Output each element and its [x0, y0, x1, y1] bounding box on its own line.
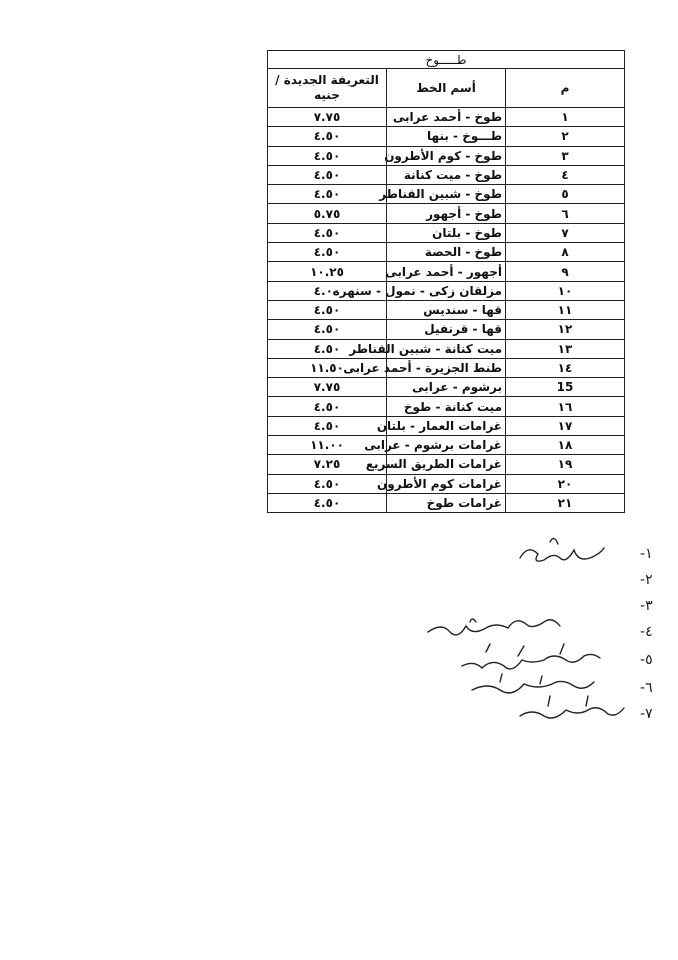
row-price: ١١.٠٠ [268, 436, 387, 455]
row-price: ١١.٥٠ [268, 358, 387, 377]
row-line-name: غرامات كوم الأطرون [387, 474, 506, 493]
table-title: طـــــوخ [268, 51, 625, 69]
table-row [268, 339, 625, 358]
row-price: ٤.٥٠ [268, 300, 387, 319]
row-line-name: ميت كنانة - طوخ [387, 397, 506, 416]
row-num: ١٩ [506, 455, 625, 474]
row-line-name: طنط الجزيرة - أحمد عرابى [387, 358, 506, 377]
table-row [268, 320, 625, 339]
row-price: ٤.٥٠ [268, 243, 387, 262]
table-row [268, 165, 625, 184]
row-line-name: غرامات طوخ [387, 493, 506, 512]
row-price: ٤.٥٠ [268, 474, 387, 493]
row-price: ٤.٥٠ [268, 320, 387, 339]
row-num: ٢ [506, 127, 625, 146]
table-row [268, 397, 625, 416]
row-line-name: طوخ - بلتان [387, 223, 506, 242]
row-price: ٧.٧٥ [268, 108, 387, 127]
row-num: 15 [506, 378, 625, 397]
row-price: ٤.٥٠ [268, 165, 387, 184]
table-row [268, 243, 625, 262]
row-price: ٤.٥٠ [268, 146, 387, 165]
row-price: ٧.٢٥ [268, 455, 387, 474]
table-row [268, 493, 625, 512]
row-line-name: طوخ - الحصة [387, 243, 506, 262]
table-row [268, 108, 625, 127]
row-line-name: غرامات الطريق السريع [387, 455, 506, 474]
row-num: ٩ [506, 262, 625, 281]
table-row [268, 436, 625, 455]
table-row [268, 416, 625, 435]
row-line-name: طوخ - أحمد عرابى [387, 108, 506, 127]
row-num: ٥ [506, 185, 625, 204]
row-num: ١٠ [506, 281, 625, 300]
signature-line-7: ٧- [640, 706, 653, 722]
row-line-name: طوخ - كوم الأطرون [387, 146, 506, 165]
row-line-name: طـــوخ - بنها [387, 127, 506, 146]
row-price: ١٠.٢٥ [268, 262, 387, 281]
row-line-name: مزلقان زكى - نمول - سنهره [387, 281, 506, 300]
row-price: ٤.٥٠ [268, 493, 387, 512]
row-num: ٢١ [506, 493, 625, 512]
row-num: ٨ [506, 243, 625, 262]
row-line-name: غرامات العمار - بلتان [387, 416, 506, 435]
row-line-name: قها - قرنفيل [387, 320, 506, 339]
row-line-name: قها - سنديس [387, 300, 506, 319]
row-num: ٣ [506, 146, 625, 165]
row-line-name: طوخ - أجهور [387, 204, 506, 223]
row-price: ٤.٥٠ [268, 127, 387, 146]
row-num: ١٨ [506, 436, 625, 455]
table-row [268, 474, 625, 493]
row-line-name: طوخ - شبين القناطر [387, 185, 506, 204]
row-num: ١١ [506, 300, 625, 319]
row-num: ١٤ [506, 358, 625, 377]
tariff-table [267, 50, 625, 513]
table-row [268, 262, 625, 281]
table-row [268, 378, 625, 397]
row-line-name: أجهور - أحمد عرابى [387, 262, 506, 281]
header-line-name: أسم الخط [387, 69, 506, 108]
signature-line-6: ٦- [640, 680, 653, 696]
table-row [268, 358, 625, 377]
signature-line-4: ٤- [640, 624, 653, 640]
signature-line-5: ٥- [640, 652, 653, 668]
signature-line-3: ٣- [640, 598, 653, 614]
row-num: ١٢ [506, 320, 625, 339]
row-price: ٤.٥٠ [268, 416, 387, 435]
header-num: م [506, 69, 625, 108]
row-line-name: غرامات برشوم - عرابى [387, 436, 506, 455]
row-num: ١ [506, 108, 625, 127]
table-row [268, 146, 625, 165]
row-price: ٥.٧٥ [268, 204, 387, 223]
row-num: ١٧ [506, 416, 625, 435]
row-price: ٤.٠٠ [268, 281, 387, 300]
row-num: ٧ [506, 223, 625, 242]
table-row [268, 204, 625, 223]
row-num: ١٣ [506, 339, 625, 358]
table-row [268, 185, 625, 204]
row-line-name: برشوم - عرابى [387, 378, 506, 397]
row-line-name: طوخ - ميت كنانة [387, 165, 506, 184]
row-num: ٦ [506, 204, 625, 223]
signature-line-2: ٢- [640, 572, 653, 588]
row-price: ٤.٥٠ [268, 185, 387, 204]
row-line-name: ميت كنانة - شبين القناطر [387, 339, 506, 358]
row-price: ٤.٥٠ [268, 223, 387, 242]
table-row [268, 281, 625, 300]
header-price: التعريفة الجديدة / جنيه [268, 69, 387, 108]
row-num: ١٦ [506, 397, 625, 416]
table-row [268, 455, 625, 474]
row-price: ٤.٥٠ [268, 397, 387, 416]
row-num: ٢٠ [506, 474, 625, 493]
row-price: ٧.٧٥ [268, 378, 387, 397]
row-num: ٤ [506, 165, 625, 184]
table-row [268, 223, 625, 242]
signature-line-1: ١- [640, 546, 653, 562]
table-row [268, 127, 625, 146]
table-row [268, 300, 625, 319]
row-price: ٤.٥٠ [268, 339, 387, 358]
